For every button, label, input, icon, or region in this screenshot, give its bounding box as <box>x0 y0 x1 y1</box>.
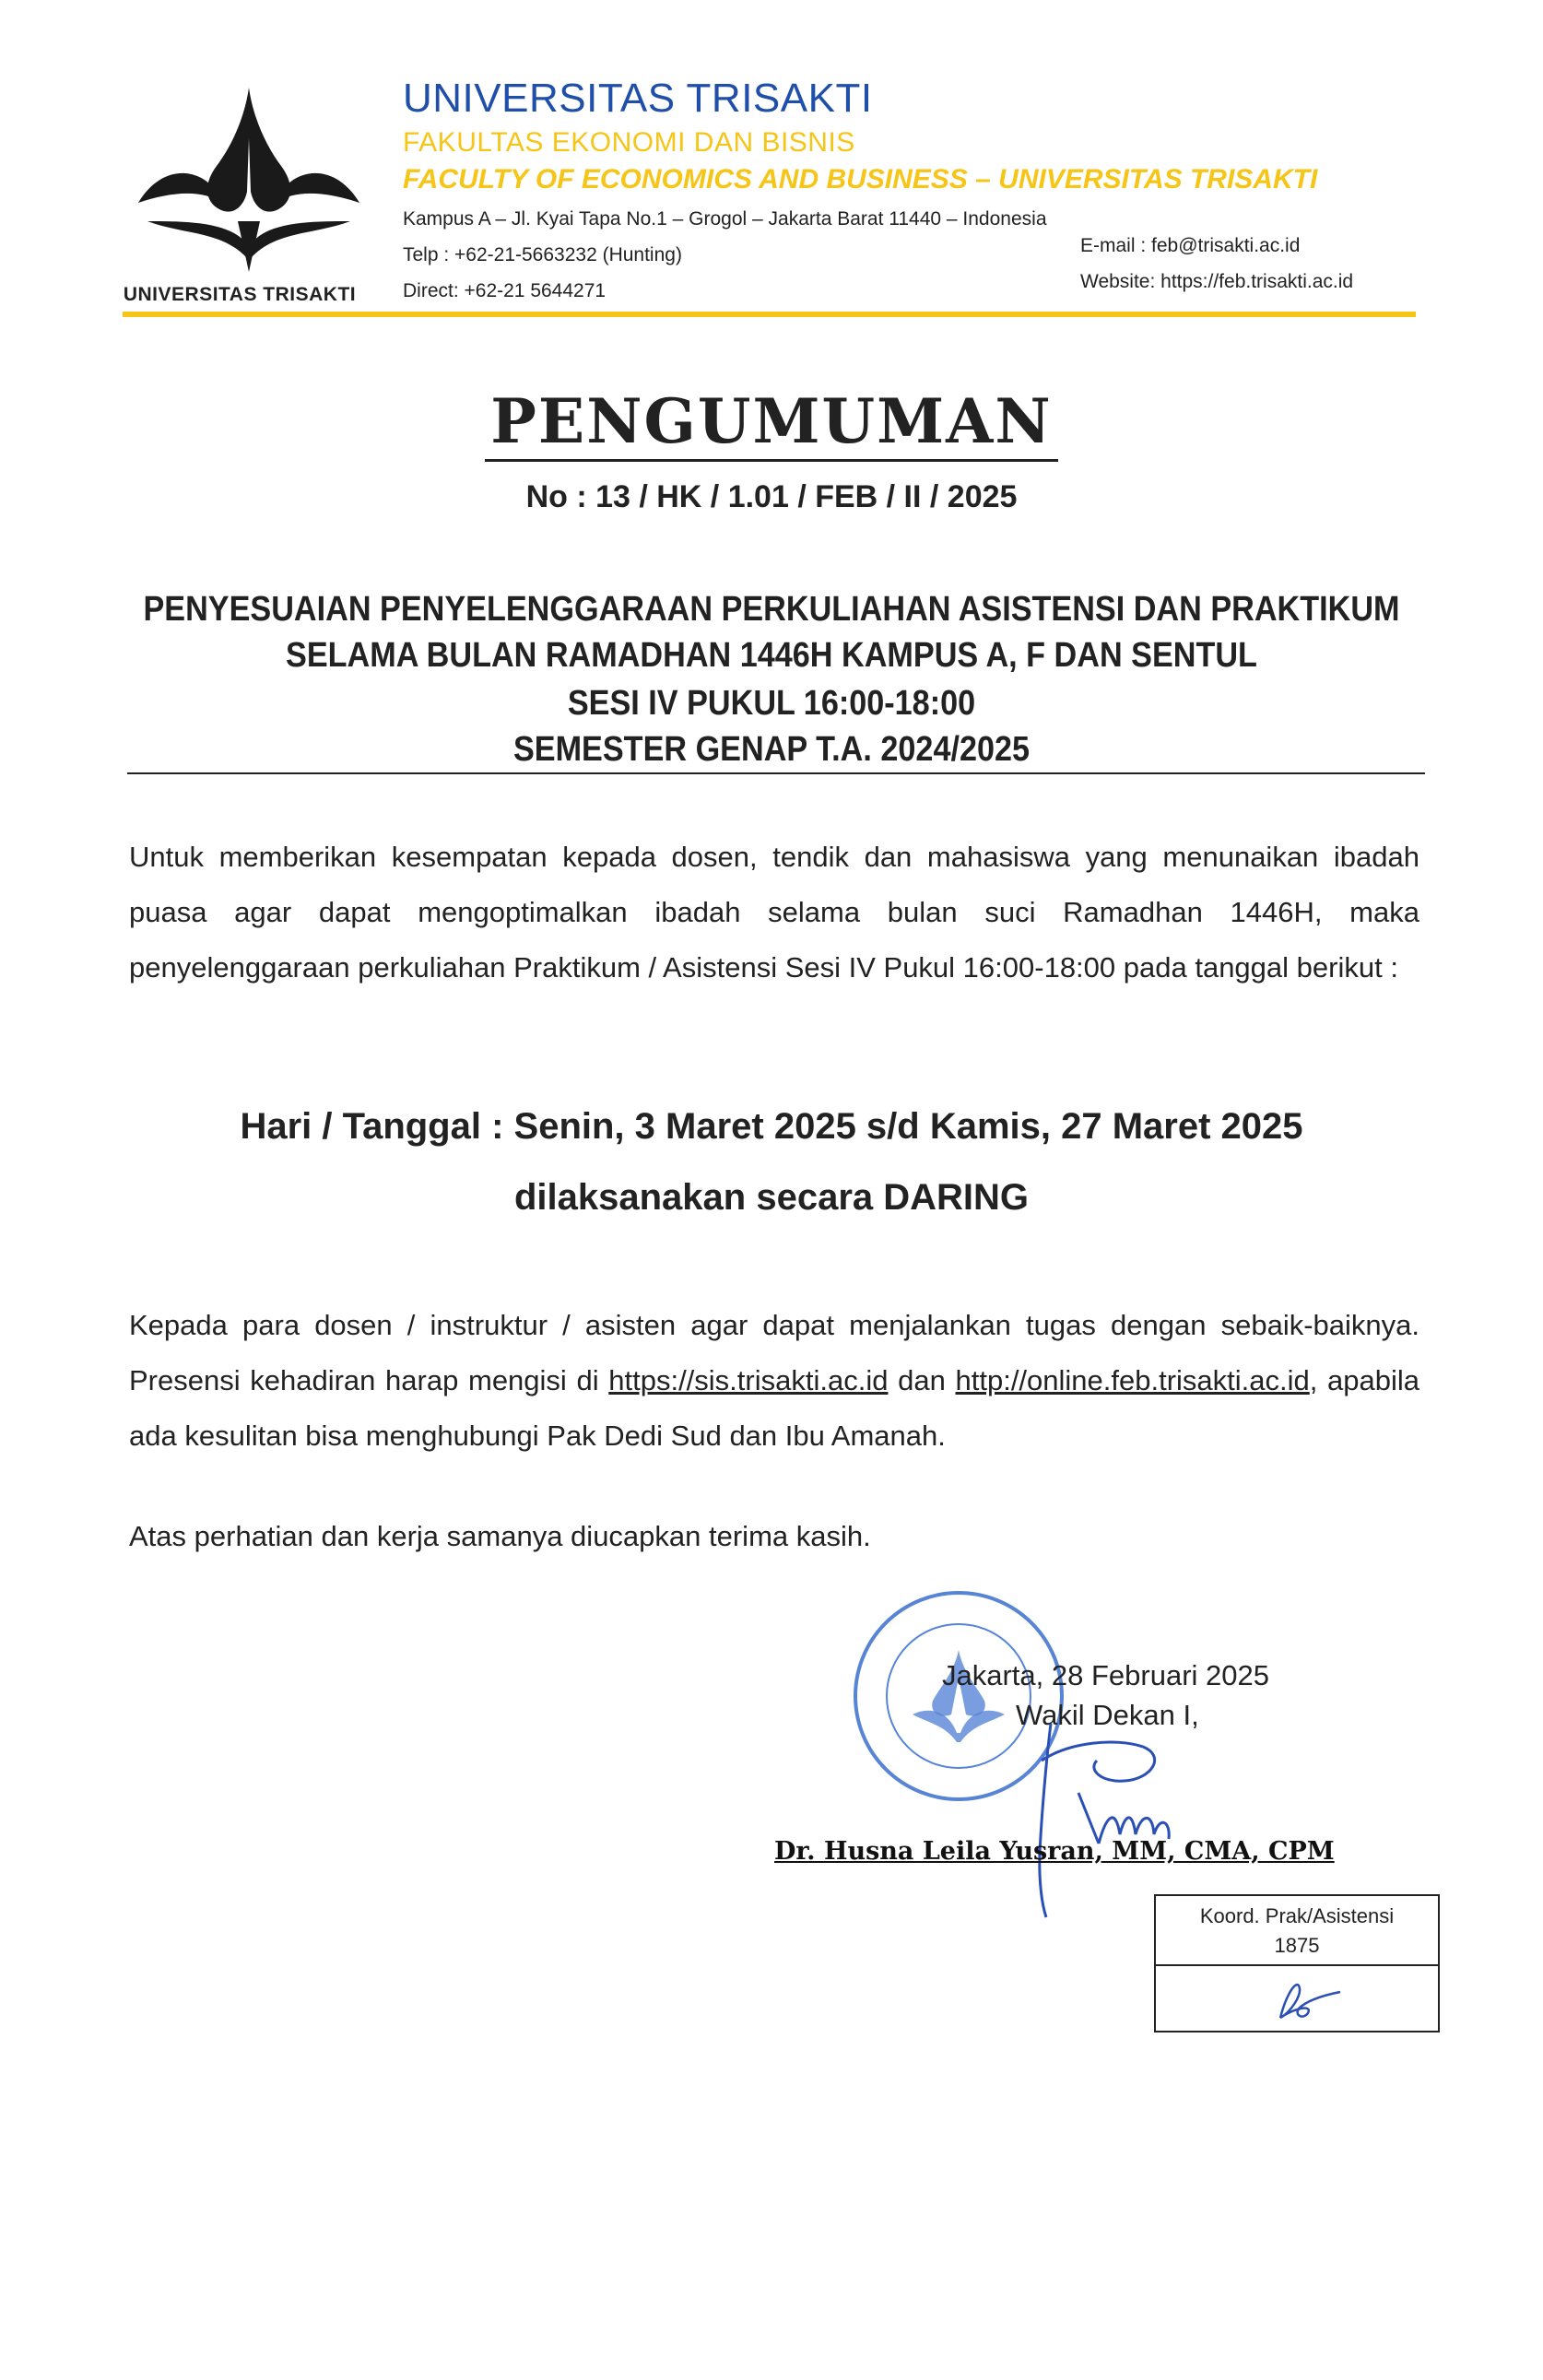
faculty-name-en: FACULTY OF ECONOMICS AND BUSINESS – UNIVERSITAS TRISAKTI <box>403 164 1318 194</box>
coordinator-label <box>1156 1896 1438 1966</box>
document-number: No : 13 / HK / 1.01 / FEB / II / 2025 <box>525 479 1018 514</box>
subject-line: PENYESUAIAN PENYELENGGARAAN PERKULIAHAN ASISTENSI DAN PRAKTIKUM <box>143 590 1400 629</box>
coordinator-initial <box>1262 1972 1345 2027</box>
instruction-paragraph <box>129 1298 1419 1464</box>
place-date: Jakarta, 28 Februari 2025 <box>942 1659 1269 1691</box>
sis-link[interactable]: https://sis.trisakti.ac.id <box>608 1364 889 1396</box>
header-divider <box>123 312 1416 317</box>
instruction-text: dan <box>888 1364 956 1396</box>
subject-line: SESI IV PUKUL 16:00-18:00 <box>567 684 976 723</box>
direct-phone: Direct: +62-21 5644271 <box>403 280 607 301</box>
signer-name: Dr. Husna Leila Yusran, MM, CMA, CPM <box>774 1837 1335 1866</box>
closing-paragraph: Atas perhatian dan kerja samanya diucapkan terima kasih. <box>129 1520 871 1552</box>
logo-caption: UNIVERSITAS TRISAKTI <box>123 284 357 305</box>
schedule-date: Hari / Tanggal : Senin, 3 Maret 2025 s/d Kamis, 27 Maret 2025 <box>240 1106 1303 1147</box>
email: E-mail : feb@trisakti.ac.id <box>1080 235 1301 256</box>
instruction-text: Kepada para dosen / instruktur / asisten agar dapat menjalankan tugas dengan sebaik-baiknya. Presensi kehadiran harap mengisi di <box>129 1309 1419 1396</box>
intro-paragraph: Untuk memberikan kesempatan kepada dosen, tendik dan mahasiswa yang menunaikan ibadah puasa agar dapat mengoptimalkan ibadah selama bulan suci Ramadhan 1446H, maka penyelenggaraan perkuliahan Praktikum / Asistensi Sesi IV Pukul 16:00-18:00 pada tanggal berikut : <box>129 841 1419 984</box>
university-name: UNIVERSITAS TRISAKTI <box>403 76 873 121</box>
faculty-name-id: FAKULTAS EKONOMI DAN BISNIS <box>403 127 855 158</box>
telephone: Telp : +62-21-5663232 (Hunting) <box>403 244 682 265</box>
coordinator-role: Koord. Prak/Asistensi <box>1199 1904 1395 1927</box>
signer-title: Wakil Dekan I, <box>1016 1699 1199 1731</box>
document-title: PENGUMUMAN <box>485 385 1057 462</box>
subject-divider <box>127 772 1425 774</box>
website: Website: https://feb.trisakti.ac.id <box>1080 271 1354 292</box>
subject-line: SELAMA BULAN RAMADHAN 1446H KAMPUS A, F DAN SENTUL <box>286 636 1257 675</box>
online-feb-link[interactable]: http://online.feb.trisakti.ac.id <box>955 1364 1310 1396</box>
handwritten-signature <box>1014 1705 1217 1926</box>
university-logo <box>129 83 369 277</box>
document-title-wrap <box>0 385 1543 457</box>
instruction-text: , apabila ada kesulitan bisa menghubungi Pak Dedi Sud dan Ibu Amanah. <box>129 1364 1420 1452</box>
coordinator-box <box>1154 1894 1440 2032</box>
coordinator-id: 1875 <box>1274 1934 1320 1957</box>
address: Kampus A – Jl. Kyai Tapa No.1 – Grogol – Jakarta Barat 11440 – Indonesia <box>403 208 1047 230</box>
schedule-mode: dilaksanakan secara DARING <box>513 1177 1030 1218</box>
subject-line: SEMESTER GENAP T.A. 2024/2025 <box>512 730 1031 769</box>
